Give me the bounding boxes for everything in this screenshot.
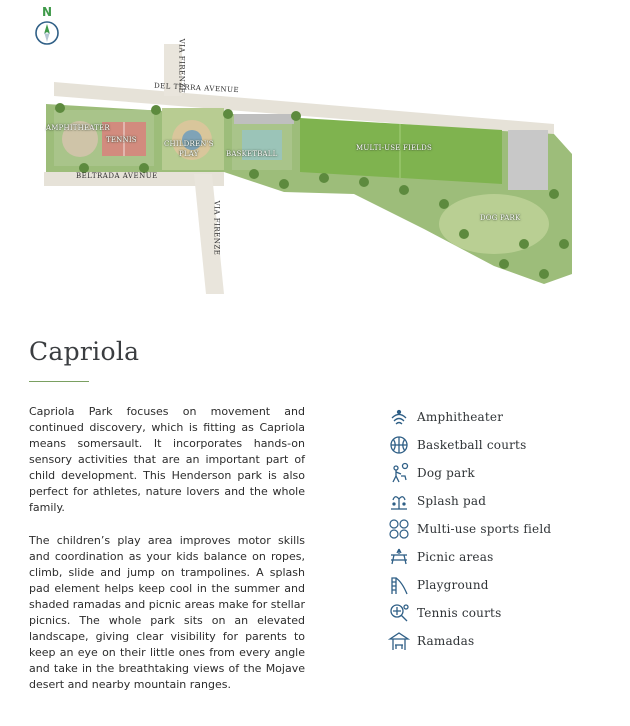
area-label-amphitheater: AMPHITHEATER bbox=[46, 124, 110, 132]
area-label-multi-use-fields: MULTI-USE FIELDS bbox=[356, 144, 432, 152]
amenity-label: Splash pad bbox=[417, 494, 487, 508]
amenity-item-sports-field bbox=[388, 515, 551, 543]
amenity-item-basketball bbox=[388, 431, 551, 459]
amenity-label: Basketball courts bbox=[417, 438, 527, 452]
description-paragraph-2: The children’s play area improves motor skills and coordination as your kids balance on ropes, climb, slide and jump on trampolines. A splash pad element helps keep cool in the summer and shaded ramadas and picnic areas make for stellar picnics. The whole park sits on an elevated landscape, giving clear visibility for parents to keep an eye on their little ones from every angle and take in the breathtaking views of the Mojave desert and nearby mountain ranges. bbox=[29, 534, 305, 691]
amenity-item-picnic bbox=[388, 543, 551, 571]
amenity-label: Playground bbox=[417, 578, 489, 592]
amenity-item-ramadas bbox=[388, 627, 551, 655]
area-label-basketball: BASKETBALL bbox=[226, 150, 278, 158]
amenity-label: Multi-use sports field bbox=[417, 522, 552, 536]
street-label-via-firenze-south: VIA FIRENZE bbox=[212, 200, 221, 256]
amenity-item-dog-park bbox=[388, 459, 551, 487]
splash-pad-icon bbox=[388, 490, 410, 512]
dog-park-icon bbox=[388, 462, 410, 484]
amenities-list bbox=[388, 403, 551, 655]
amenity-item-splash-pad bbox=[388, 487, 551, 515]
ramada-icon bbox=[388, 630, 410, 652]
amphitheater-icon bbox=[388, 406, 410, 428]
amenity-label: Picnic areas bbox=[417, 550, 494, 564]
playground-icon bbox=[388, 574, 410, 596]
title-underline bbox=[29, 381, 89, 382]
area-label-childrens-play-2: PLAY bbox=[179, 150, 199, 158]
amenity-label: Dog park bbox=[417, 466, 475, 480]
area-label-dog-park: DOG PARK bbox=[480, 214, 521, 222]
park-title: Capriola bbox=[29, 337, 140, 366]
amenity-label: Amphitheater bbox=[417, 410, 504, 424]
compass-north-letter: N bbox=[41, 5, 53, 19]
street-label-via-firenze-north: VIA FIRENZE bbox=[177, 38, 186, 94]
park-site-map bbox=[24, 38, 584, 304]
description-paragraph-1: Capriola Park focuses on movement and continued discovery, which is fitting as Capriola means somersault. It incorporates hands-on sensory activities that are an important part of child development. This Henderson park is also perfect for athletes, nature lovers and the whole family. bbox=[29, 405, 305, 514]
north-compass bbox=[33, 5, 61, 47]
amenity-label: Ramadas bbox=[417, 634, 475, 648]
tennis-icon bbox=[388, 602, 410, 624]
sports-field-icon bbox=[388, 518, 410, 540]
amenity-item-playground bbox=[388, 571, 551, 599]
street-label-del-terra: DEL TERRA AVENUE bbox=[153, 81, 240, 95]
area-label-childrens-play: CHILDREN'S bbox=[164, 140, 214, 148]
compass-icon bbox=[34, 20, 60, 46]
basketball-icon bbox=[388, 434, 410, 456]
amenity-item-amphitheater bbox=[388, 403, 551, 431]
amenity-item-tennis bbox=[388, 599, 551, 627]
picnic-icon bbox=[388, 546, 410, 568]
street-label-beltrada: BELTRADA AVENUE bbox=[76, 172, 158, 180]
park-description bbox=[29, 404, 305, 710]
area-label-tennis: TENNIS bbox=[106, 136, 137, 144]
amenity-label: Tennis courts bbox=[417, 606, 502, 620]
